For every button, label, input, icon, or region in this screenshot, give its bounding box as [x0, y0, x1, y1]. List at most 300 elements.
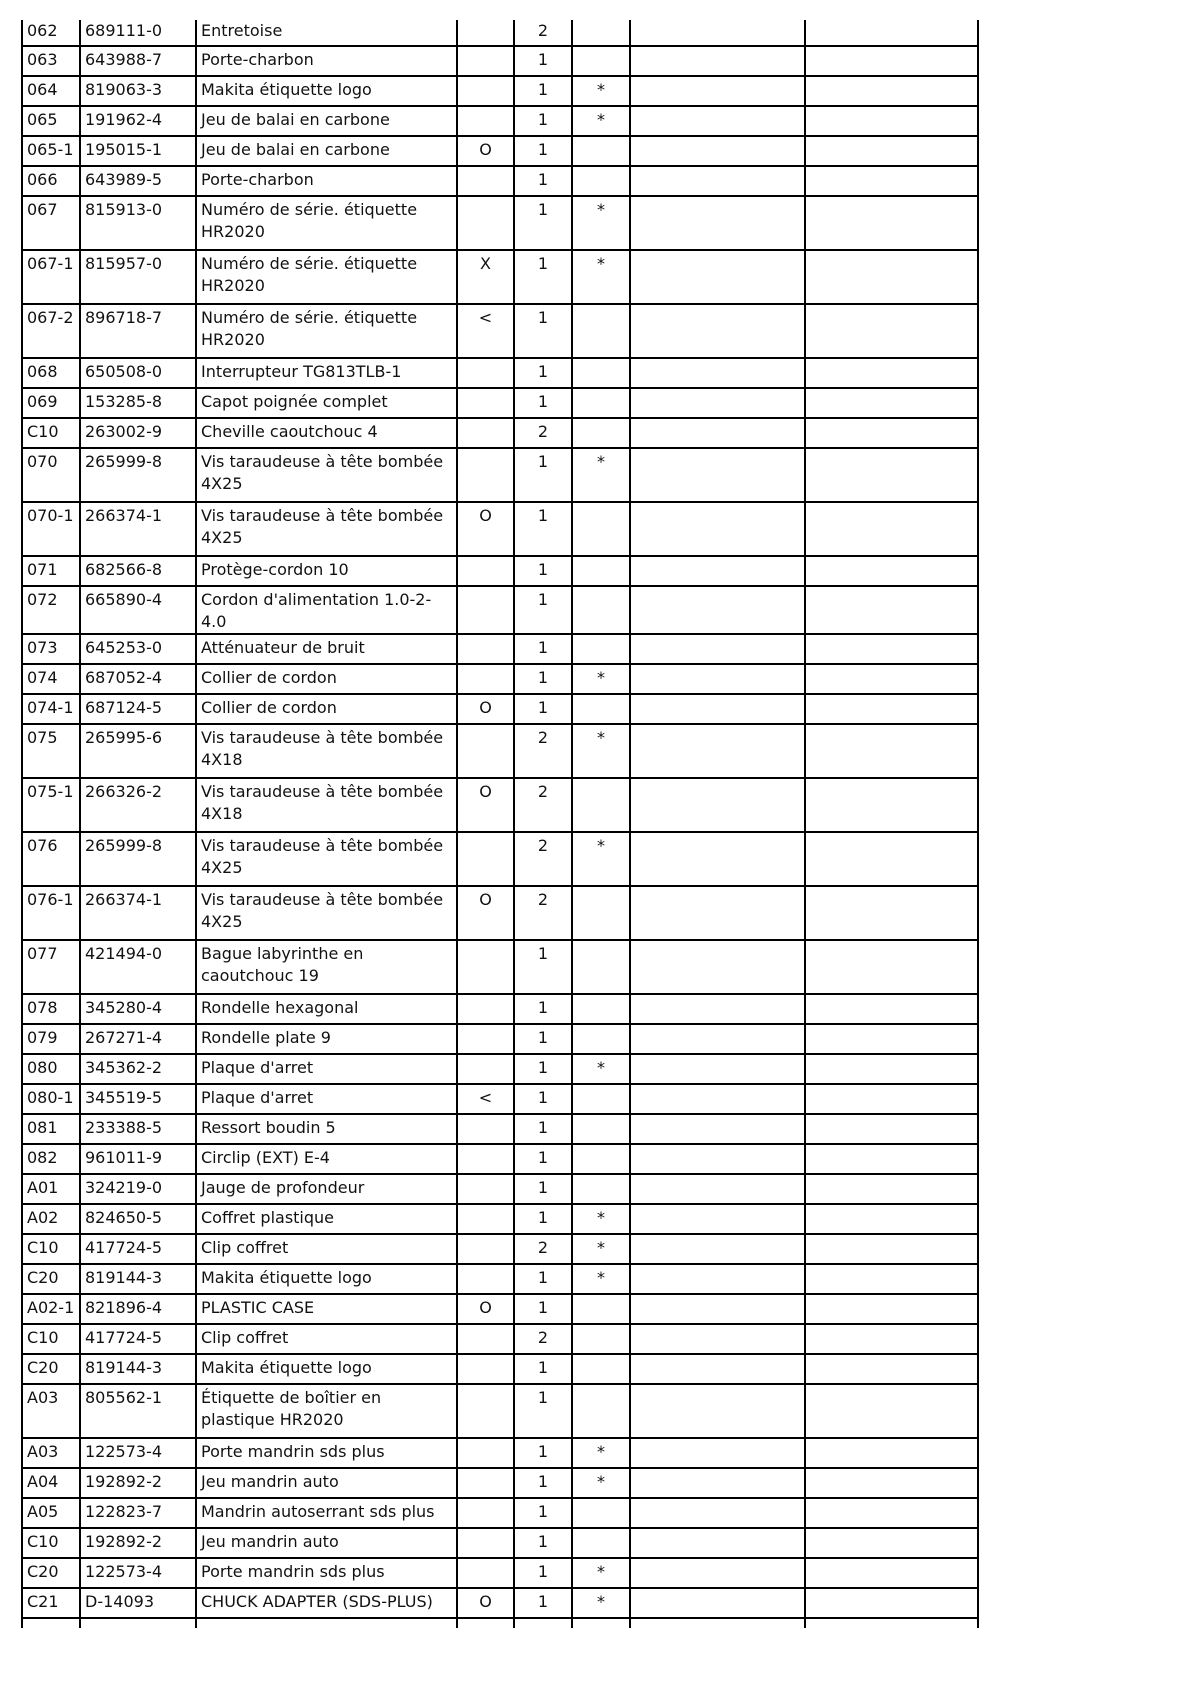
mark-text — [577, 389, 625, 391]
quantity-text: 2 — [537, 728, 549, 747]
part-number-text: 645253-0 — [85, 638, 163, 657]
table-row — [22, 778, 978, 832]
part-number-cell — [80, 448, 196, 502]
empty-cell — [805, 778, 978, 832]
quantity-cell — [514, 418, 572, 448]
description-text: Rondelle hexagonal — [201, 998, 359, 1017]
mark-cell — [572, 136, 630, 166]
table-row — [22, 1084, 978, 1114]
empty-cell — [805, 994, 978, 1024]
part-number-cell — [80, 994, 196, 1024]
empty-cell — [805, 1498, 978, 1528]
part-number-text: D-14093 — [85, 1592, 154, 1611]
item-number-cell — [22, 418, 80, 448]
part-number-cell — [80, 76, 196, 106]
part-number-cell — [80, 418, 196, 448]
quantity-cell — [514, 634, 572, 664]
quantity-text: 1 — [537, 1268, 549, 1287]
note-text: O — [479, 506, 492, 525]
empty-cell — [630, 724, 805, 778]
note-text — [462, 449, 509, 451]
part-number-cell — [80, 1324, 196, 1354]
note-text — [462, 587, 509, 589]
note-cell — [457, 1438, 514, 1468]
quantity-cell — [514, 136, 572, 166]
empty-cell — [630, 1468, 805, 1498]
part-number-text: 421494-0 — [85, 944, 163, 963]
table-row — [22, 1588, 978, 1618]
table-row — [22, 1294, 978, 1324]
quantity-cell — [514, 586, 572, 634]
table-row — [22, 136, 978, 166]
mark-text — [577, 1025, 625, 1027]
item-number-text: C10 — [27, 1238, 59, 1257]
quantity-text: 1 — [537, 638, 549, 657]
description-text: Makita étiquette logo — [201, 1268, 372, 1287]
table-row — [22, 1384, 978, 1438]
mark-text: * — [597, 1442, 605, 1461]
item-number-text: C20 — [27, 1268, 59, 1287]
description-text: Jeu mandrin auto — [201, 1532, 339, 1551]
item-number-cell — [22, 502, 80, 556]
part-number-text: 266374-1 — [85, 890, 163, 909]
part-number-cell — [80, 166, 196, 196]
mark-text — [577, 1325, 625, 1327]
description-cell — [196, 724, 457, 778]
table-row — [22, 358, 978, 388]
description-cell — [196, 1114, 457, 1144]
description-cell — [196, 1084, 457, 1114]
mark-cell — [572, 1084, 630, 1114]
note-cell — [457, 1384, 514, 1438]
description-text: Clip coffret — [201, 1238, 289, 1257]
description-cell — [196, 1144, 457, 1174]
mark-cell — [572, 1528, 630, 1558]
note-text: O — [479, 1592, 492, 1611]
description-text: PLASTIC CASE — [201, 1298, 315, 1317]
description-text: Numéro de série. étiquette HR2020 — [201, 308, 418, 349]
quantity-text: 1 — [537, 140, 549, 159]
note-cell — [457, 832, 514, 886]
note-text: O — [479, 782, 492, 801]
note-text — [462, 359, 509, 361]
empty-cell — [805, 358, 978, 388]
description-text: Protège-cordon 10 — [201, 560, 349, 579]
part-number-text: 265995-6 — [85, 728, 163, 747]
mark-text: * — [597, 836, 605, 855]
part-number-cell — [80, 886, 196, 940]
empty-cell — [805, 1324, 978, 1354]
description-text: Vis taraudeuse à tête bombée 4X25 — [201, 890, 444, 931]
part-number-cell — [80, 1234, 196, 1264]
table-row — [22, 1528, 978, 1558]
part-number-cell — [80, 1528, 196, 1558]
quantity-cell — [514, 20, 572, 46]
quantity-text: 1 — [537, 254, 549, 273]
item-number-text: 074 — [27, 668, 58, 687]
empty-cell — [805, 586, 978, 634]
table-row-partial — [22, 1618, 978, 1628]
empty-cell — [630, 1438, 805, 1468]
mark-cell — [572, 1114, 630, 1144]
empty-cell — [630, 1084, 805, 1114]
empty-cell — [630, 136, 805, 166]
part-number-text: 192892-2 — [85, 1532, 163, 1551]
quantity-cell — [514, 1174, 572, 1204]
note-cell — [457, 1234, 514, 1264]
empty-cell — [805, 634, 978, 664]
empty-cell — [805, 832, 978, 886]
quantity-text: 2 — [537, 1328, 549, 1347]
quantity-cell — [514, 1558, 572, 1588]
table-row — [22, 994, 978, 1024]
description-cell — [196, 1558, 457, 1588]
item-number-text: 062 — [27, 21, 58, 40]
table-row — [22, 940, 978, 994]
empty-cell — [630, 46, 805, 76]
mark-text — [577, 167, 625, 169]
part-number-cell — [80, 1084, 196, 1114]
empty-cell — [805, 250, 978, 304]
mark-cell — [572, 20, 630, 46]
mark-text: * — [597, 1238, 605, 1257]
part-number-text: 263002-9 — [85, 422, 163, 441]
empty-cell — [630, 1354, 805, 1384]
mark-text — [577, 887, 625, 889]
part-number-text: 267271-4 — [85, 1028, 163, 1047]
quantity-cell — [514, 46, 572, 76]
empty-cell — [805, 694, 978, 724]
mark-text — [577, 1355, 625, 1357]
mark-text — [577, 1175, 625, 1177]
empty-cell — [630, 358, 805, 388]
quantity-cell — [514, 502, 572, 556]
description-cell — [196, 886, 457, 940]
item-number-text: 074-1 — [27, 698, 74, 717]
quantity-cell — [514, 886, 572, 940]
part-number-text: 345519-5 — [85, 1088, 163, 1107]
item-number-text: 063 — [27, 50, 58, 69]
note-cell — [457, 724, 514, 778]
part-number-cell — [80, 832, 196, 886]
description-cell — [196, 1174, 457, 1204]
note-text — [462, 1559, 509, 1561]
item-number-text: 064 — [27, 80, 58, 99]
mark-cell — [572, 586, 630, 634]
item-number-text: A05 — [27, 1502, 59, 1521]
empty-cell — [630, 586, 805, 634]
part-number-cell — [80, 694, 196, 724]
quantity-cell — [514, 994, 572, 1024]
empty-cell — [630, 1264, 805, 1294]
quantity-text: 1 — [537, 1148, 549, 1167]
note-cell — [457, 166, 514, 196]
empty-cell — [630, 106, 805, 136]
description-text: Vis taraudeuse à tête bombée 4X18 — [201, 782, 444, 823]
note-cell — [457, 1588, 514, 1618]
note-cell — [457, 304, 514, 358]
empty-cell — [805, 1438, 978, 1468]
description-text: Porte-charbon — [201, 170, 314, 189]
empty-cell — [805, 502, 978, 556]
table-row — [22, 106, 978, 136]
quantity-cell — [514, 1588, 572, 1618]
quantity-text: 1 — [537, 698, 549, 717]
mark-text: * — [597, 1592, 605, 1611]
empty-cell — [630, 502, 805, 556]
description-cell — [196, 1384, 457, 1438]
item-number-cell — [22, 196, 80, 250]
item-number-text: 082 — [27, 1148, 58, 1167]
description-cell — [196, 994, 457, 1024]
item-number-cell — [22, 1234, 80, 1264]
mark-cell — [572, 664, 630, 694]
empty-cell — [805, 1618, 978, 1628]
mark-cell — [572, 196, 630, 250]
item-number-cell — [22, 1498, 80, 1528]
item-number-text: 079 — [27, 1028, 58, 1047]
note-cell — [457, 1114, 514, 1144]
part-number-cell — [80, 1588, 196, 1618]
description-text: Bague labyrinthe en caoutchouc 19 — [201, 944, 364, 985]
note-text — [462, 557, 509, 559]
part-number-cell — [80, 358, 196, 388]
table-row — [22, 1438, 978, 1468]
note-cell — [457, 388, 514, 418]
description-text: Cordon d'alimentation 1.0-2-4.0 — [201, 590, 432, 631]
mark-text: * — [597, 728, 605, 747]
table-row — [22, 832, 978, 886]
note-cell — [457, 1354, 514, 1384]
note-text — [462, 725, 509, 727]
part-number-cell — [80, 664, 196, 694]
part-number-cell — [80, 196, 196, 250]
item-number-cell — [22, 1294, 80, 1324]
part-number-text: 824650-5 — [85, 1208, 163, 1227]
mark-cell — [572, 634, 630, 664]
mark-cell — [572, 1204, 630, 1234]
empty-cell — [805, 1588, 978, 1618]
item-number-cell — [22, 994, 80, 1024]
empty-cell — [630, 20, 805, 46]
mark-cell — [572, 250, 630, 304]
description-text: Jeu mandrin auto — [201, 1472, 339, 1491]
part-number-cell — [80, 1438, 196, 1468]
quantity-text: 1 — [537, 1118, 549, 1137]
item-number-text: A02 — [27, 1208, 59, 1227]
empty-cell — [630, 1498, 805, 1528]
item-number-text: 065-1 — [27, 140, 74, 159]
empty-cell — [805, 1294, 978, 1324]
part-number-text: 896718-7 — [85, 308, 163, 327]
note-text — [462, 197, 509, 199]
table-row — [22, 634, 978, 664]
part-number-text: 345362-2 — [85, 1058, 163, 1077]
quantity-text: 1 — [537, 944, 549, 963]
quantity-cell — [514, 1204, 572, 1234]
quantity-text: 1 — [537, 1028, 549, 1047]
note-cell — [457, 556, 514, 586]
mark-cell — [572, 46, 630, 76]
item-number-text: C21 — [27, 1592, 59, 1611]
empty-cell — [630, 634, 805, 664]
part-number-cell — [80, 250, 196, 304]
quantity-text: 2 — [537, 836, 549, 855]
empty-cell — [630, 166, 805, 196]
quantity-cell — [514, 1438, 572, 1468]
item-number-text: C20 — [27, 1562, 59, 1581]
mark-cell — [572, 448, 630, 502]
item-number-cell — [22, 1264, 80, 1294]
item-number-text: A02-1 — [27, 1298, 75, 1317]
quantity-text: 1 — [537, 998, 549, 1017]
empty-cell — [805, 20, 978, 46]
quantity-text: 1 — [537, 200, 549, 219]
quantity-text: 1 — [537, 1208, 549, 1227]
empty-cell — [805, 166, 978, 196]
quantity-text: 1 — [537, 1088, 549, 1107]
note-cell — [457, 46, 514, 76]
quantity-text: 1 — [537, 1178, 549, 1197]
empty-cell — [805, 1354, 978, 1384]
empty-cell — [630, 388, 805, 418]
description-text: Porte-charbon — [201, 50, 314, 69]
description-text: Makita étiquette logo — [201, 80, 372, 99]
empty-cell — [805, 1468, 978, 1498]
note-cell — [457, 778, 514, 832]
table-row — [22, 196, 978, 250]
description-text: Rondelle plate 9 — [201, 1028, 331, 1047]
empty-cell — [630, 940, 805, 994]
description-text: Capot poignée complet — [201, 392, 388, 411]
item-number-cell — [22, 694, 80, 724]
item-number-text: A01 — [27, 1178, 59, 1197]
item-number-text: 067-2 — [27, 308, 74, 327]
quantity-text: 1 — [537, 590, 549, 609]
empty-cell — [630, 304, 805, 358]
description-cell — [196, 1588, 457, 1618]
item-number-text: 076-1 — [27, 890, 74, 909]
quantity-text: 1 — [537, 1502, 549, 1521]
item-number-cell — [22, 778, 80, 832]
description-cell — [196, 664, 457, 694]
description-text: Numéro de série. étiquette HR2020 — [201, 200, 418, 241]
table-row — [22, 166, 978, 196]
part-number-text: 819144-3 — [85, 1268, 163, 1287]
part-number-text: 266326-2 — [85, 782, 163, 801]
empty-cell — [630, 778, 805, 832]
quantity-cell — [514, 1294, 572, 1324]
item-number-cell — [22, 556, 80, 586]
item-number-text: 078 — [27, 998, 58, 1017]
description-cell — [196, 20, 457, 46]
table-row — [22, 304, 978, 358]
part-number-text: 122573-4 — [85, 1562, 163, 1581]
part-number-text: 682566-8 — [85, 560, 163, 579]
item-number-text: C10 — [27, 1532, 59, 1551]
part-number-text: 815957-0 — [85, 254, 163, 273]
quantity-cell — [514, 1528, 572, 1558]
mark-text — [577, 635, 625, 637]
item-number-text: 081 — [27, 1118, 58, 1137]
description-text: Cheville caoutchouc 4 — [201, 422, 378, 441]
note-text — [462, 1355, 509, 1357]
item-number-cell — [22, 46, 80, 76]
empty-cell — [805, 1144, 978, 1174]
part-number-cell — [80, 1294, 196, 1324]
mark-text — [577, 47, 625, 49]
mark-cell — [572, 76, 630, 106]
empty-cell — [805, 724, 978, 778]
mark-text — [577, 1145, 625, 1147]
note-cell — [457, 1054, 514, 1084]
table-row — [22, 1114, 978, 1144]
part-number-text: 665890-4 — [85, 590, 163, 609]
description-text: Entretoise — [201, 21, 283, 40]
item-number-cell — [22, 20, 80, 46]
part-number-cell — [80, 106, 196, 136]
quantity-text: 2 — [537, 21, 549, 40]
part-number-cell — [80, 1054, 196, 1084]
item-number-cell — [22, 1204, 80, 1234]
part-number-text: 687052-4 — [85, 668, 163, 687]
quantity-cell — [514, 250, 572, 304]
item-number-cell — [22, 724, 80, 778]
note-cell — [457, 1324, 514, 1354]
note-text: X — [480, 254, 491, 273]
note-text — [462, 995, 509, 997]
item-number-text: 077 — [27, 944, 58, 963]
mark-cell — [572, 1498, 630, 1528]
mark-text — [577, 941, 625, 943]
description-text: Plaque d'arret — [201, 1058, 314, 1077]
note-text — [462, 1265, 509, 1267]
note-cell — [457, 1024, 514, 1054]
mark-text — [577, 1085, 625, 1087]
table-row — [22, 1558, 978, 1588]
note-cell — [457, 940, 514, 994]
quantity-text: 1 — [537, 392, 549, 411]
table-row — [22, 724, 978, 778]
empty-cell — [630, 1054, 805, 1084]
item-number-cell — [22, 886, 80, 940]
description-cell — [196, 502, 457, 556]
item-number-text: 066 — [27, 170, 58, 189]
table-row — [22, 886, 978, 940]
note-text — [462, 107, 509, 109]
description-cell — [196, 166, 457, 196]
table-row — [22, 1024, 978, 1054]
description-cell — [196, 358, 457, 388]
item-number-text: C20 — [27, 1358, 59, 1377]
item-number-cell — [22, 1054, 80, 1084]
note-text — [462, 1145, 509, 1147]
empty-cell — [805, 1384, 978, 1438]
item-number-cell — [22, 586, 80, 634]
item-number-text: A03 — [27, 1442, 59, 1461]
quantity-text: 1 — [537, 170, 549, 189]
description-text: Porte mandrin sds plus — [201, 1442, 385, 1461]
part-number-cell — [80, 1144, 196, 1174]
description-text: Makita étiquette logo — [201, 1358, 372, 1377]
description-text: Numéro de série. étiquette HR2020 — [201, 254, 418, 295]
item-number-cell — [22, 634, 80, 664]
note-cell — [457, 634, 514, 664]
part-number-cell — [80, 1174, 196, 1204]
note-text — [462, 1439, 509, 1441]
part-number-cell — [80, 1024, 196, 1054]
description-text: Clip coffret — [201, 1328, 289, 1347]
